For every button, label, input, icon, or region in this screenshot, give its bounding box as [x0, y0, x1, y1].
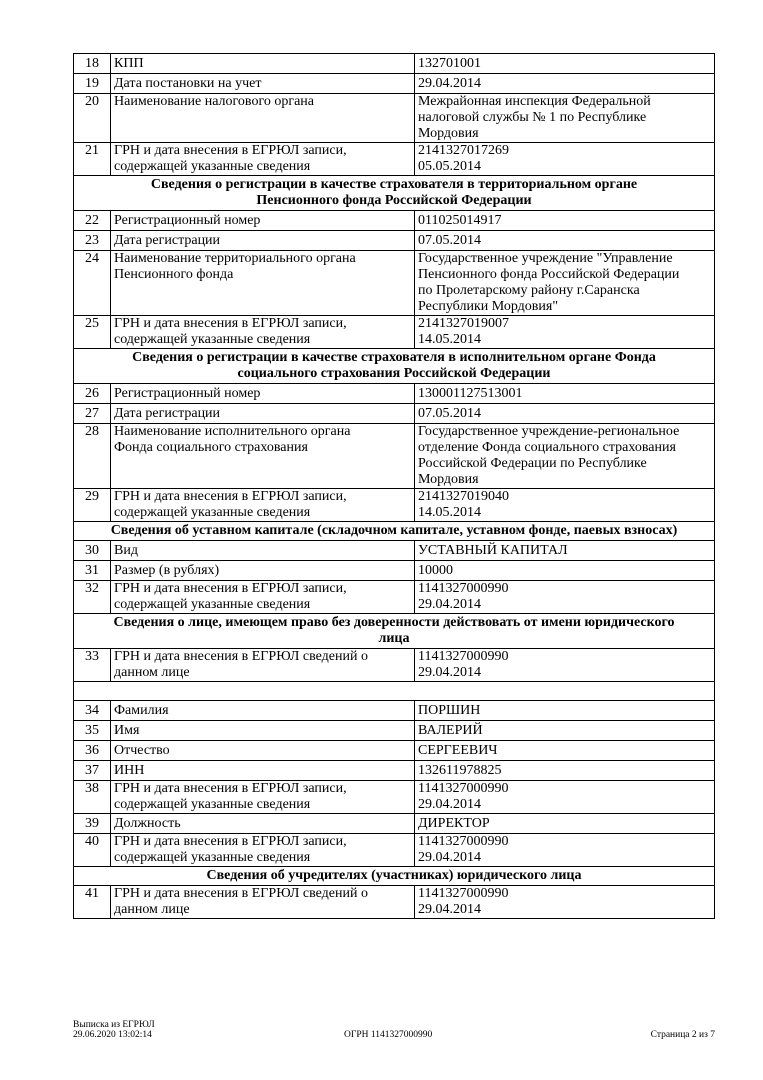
row-number: 37: [74, 761, 111, 781]
row-label: КПП: [111, 54, 415, 74]
section-title: Сведения о регистрации в качестве страхователя в территориальном органе Пенсионного фонда Российской Федерации: [74, 176, 715, 211]
row-label: ИНН: [111, 761, 415, 781]
row-number: 22: [74, 211, 111, 231]
section-header-row: [74, 176, 715, 211]
row-value: 10000: [415, 561, 715, 581]
row-number: 24: [74, 251, 111, 316]
row-number: 29: [74, 489, 111, 522]
footer-ogrn: ОГРН 1141327000990: [344, 1030, 433, 1040]
table-row: [74, 143, 715, 176]
table-row: [74, 384, 715, 404]
row-label: Отчество: [111, 741, 415, 761]
row-value: 1141327000990 29.04.2014: [415, 886, 715, 919]
row-value: СЕРГЕЕВИЧ: [415, 741, 715, 761]
section-title: Сведения об учредителях (участниках) юридического лица: [74, 867, 715, 886]
section-title: Сведения об уставном капитале (складочном капитале, уставном фонде, паевых взносах): [74, 522, 715, 541]
table-row: [74, 886, 715, 919]
row-label: Дата регистрации: [111, 231, 415, 251]
row-value: 1141327000990 29.04.2014: [415, 649, 715, 682]
row-value: 132701001: [415, 54, 715, 74]
footer-page-number: Страница 2 из 7: [650, 1030, 715, 1040]
row-number: 36: [74, 741, 111, 761]
row-value: ПОРШИН: [415, 701, 715, 721]
row-label: ГРН и дата внесения в ЕГРЮЛ записи, содержащей указанные сведения: [111, 781, 415, 814]
table-row: [74, 649, 715, 682]
row-value: 07.05.2014: [415, 404, 715, 424]
section-header-row: [74, 867, 715, 886]
row-value: Государственное учреждение-региональное отделение Фонда социального страхования Российской Федерации по Республике Мордовия: [415, 424, 715, 489]
row-label: Регистрационный номер: [111, 384, 415, 404]
row-number: 28: [74, 424, 111, 489]
row-number: 30: [74, 541, 111, 561]
table-row: [74, 781, 715, 814]
row-label: ГРН и дата внесения в ЕГРЮЛ записи, содержащей указанные сведения: [111, 581, 415, 614]
row-number: 27: [74, 404, 111, 424]
row-label: ГРН и дата внесения в ЕГРЮЛ сведений о данном лице: [111, 649, 415, 682]
row-value: 1141327000990 29.04.2014: [415, 834, 715, 867]
section-header-row: [74, 614, 715, 649]
row-label: ГРН и дата внесения в ЕГРЮЛ сведений о данном лице: [111, 886, 415, 919]
table-row: [74, 721, 715, 741]
row-number: 35: [74, 721, 111, 741]
row-label: Дата постановки на учет: [111, 74, 415, 94]
row-label: Имя: [111, 721, 415, 741]
table-row: [74, 211, 715, 231]
row-label: Вид: [111, 541, 415, 561]
row-value: 132611978825: [415, 761, 715, 781]
row-value: Государственное учреждение "Управление Пенсионного фонда Российской Федерации по Пролетарскому району г.Саранска Республики Мордовия": [415, 251, 715, 316]
section-header-row: [74, 522, 715, 541]
row-number: 18: [74, 54, 111, 74]
row-value: 2141327017269 05.05.2014: [415, 143, 715, 176]
row-label: Размер (в рублях): [111, 561, 415, 581]
table-row: [74, 701, 715, 721]
row-label: ГРН и дата внесения в ЕГРЮЛ записи, содержащей указанные сведения: [111, 834, 415, 867]
row-value: 011025014917: [415, 211, 715, 231]
row-number: 40: [74, 834, 111, 867]
row-label: ГРН и дата внесения в ЕГРЮЛ записи, содержащей указанные сведения: [111, 316, 415, 349]
table-row: [74, 541, 715, 561]
table-row: [74, 834, 715, 867]
row-number: 32: [74, 581, 111, 614]
row-number: 34: [74, 701, 111, 721]
row-label: Должность: [111, 814, 415, 834]
row-number: 19: [74, 74, 111, 94]
row-label: Регистрационный номер: [111, 211, 415, 231]
egrul-extract-table: [73, 53, 715, 919]
row-label: Наименование налогового органа: [111, 94, 415, 143]
table-row: [74, 581, 715, 614]
empty-cell: [74, 682, 715, 701]
table-row: [74, 741, 715, 761]
table-row: [74, 94, 715, 143]
row-value: Межрайонная инспекция Федеральной налоговой службы № 1 по Республике Мордовия: [415, 94, 715, 143]
section-header-row: [74, 349, 715, 384]
row-number: 41: [74, 886, 111, 919]
table-row: [74, 489, 715, 522]
footer-left: [73, 1020, 155, 1040]
table-row: [74, 814, 715, 834]
row-value: 07.05.2014: [415, 231, 715, 251]
table-row: [74, 404, 715, 424]
footer-datetime: 29.06.2020 13:02:14: [73, 1030, 152, 1040]
table-row: [74, 761, 715, 781]
row-number: 25: [74, 316, 111, 349]
row-number: 38: [74, 781, 111, 814]
section-title: Сведения о лице, имеющем право без доверенности действовать от имени юридического лица: [74, 614, 715, 649]
row-number: 20: [74, 94, 111, 143]
table-body: [74, 54, 715, 919]
row-label: ГРН и дата внесения в ЕГРЮЛ записи, содержащей указанные сведения: [111, 143, 415, 176]
row-value: 1141327000990 29.04.2014: [415, 781, 715, 814]
row-value: ДИРЕКТОР: [415, 814, 715, 834]
row-number: 26: [74, 384, 111, 404]
table-row: [74, 424, 715, 489]
row-value: УСТАВНЫЙ КАПИТАЛ: [415, 541, 715, 561]
row-value: ВАЛЕРИЙ: [415, 721, 715, 741]
row-value: 130001127513001: [415, 384, 715, 404]
row-number: 23: [74, 231, 111, 251]
table-row: [74, 316, 715, 349]
row-label: Фамилия: [111, 701, 415, 721]
row-value: 1141327000990 29.04.2014: [415, 581, 715, 614]
table-row: [74, 251, 715, 316]
row-number: 21: [74, 143, 111, 176]
row-label: Дата регистрации: [111, 404, 415, 424]
table-row: [74, 561, 715, 581]
row-value: 29.04.2014: [415, 74, 715, 94]
row-number: 31: [74, 561, 111, 581]
table-row: [74, 54, 715, 74]
table-row: [74, 231, 715, 251]
row-number: 39: [74, 814, 111, 834]
row-number: 33: [74, 649, 111, 682]
section-title: Сведения о регистрации в качестве страхователя в исполнительном органе Фонда социального страхования Российской Федерации: [74, 349, 715, 384]
row-value: 2141327019007 14.05.2014: [415, 316, 715, 349]
row-label: Наименование исполнительного органа Фонда социального страхования: [111, 424, 415, 489]
row-label: ГРН и дата внесения в ЕГРЮЛ записи, содержащей указанные сведения: [111, 489, 415, 522]
row-label: Наименование территориального органа Пенсионного фонда: [111, 251, 415, 316]
footer-doc-name: Выписка из ЕГРЮЛ: [73, 1020, 155, 1030]
row-value: 2141327019040 14.05.2014: [415, 489, 715, 522]
table-row: [74, 74, 715, 94]
empty-row: [74, 682, 715, 701]
